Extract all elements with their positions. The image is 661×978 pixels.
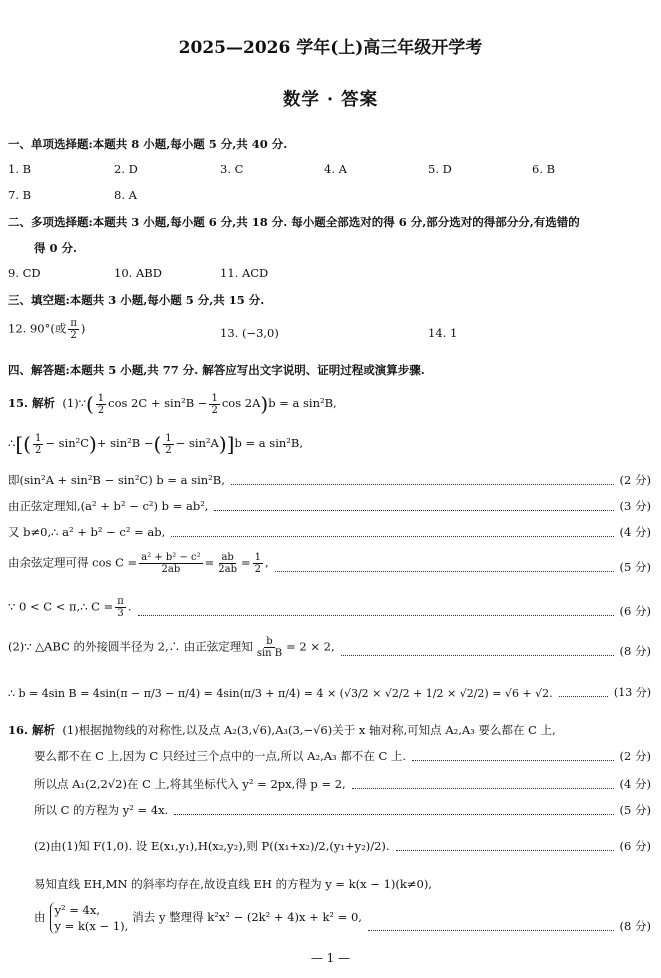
answer-11: 11. ACD	[220, 266, 269, 280]
score-badge: (2 分)	[619, 749, 651, 763]
page-number: — 1 —	[310, 951, 351, 965]
q16-line-1: 16. 解析 (1)根据抛物线的对称性,以及点 A₂(3,√6),A₃(3,−√6)关于 x 轴对称,可知点 A₂,A₃ 要么都在 C 上,	[8, 723, 556, 737]
answer-9: 9. CD	[8, 266, 41, 280]
score-badge: (8 分)	[619, 919, 651, 933]
section-heading-2: 二、多项选择题:本题共 3 小题,每小题 6 分,共 18 分. 每小题全部选对的得 6 分,部分选对的得部分分,有选错的	[8, 215, 580, 229]
q16-line-2: 要么都不在 C 上,因为 C 只经过三个点中的一点,所以 A₂,A₃ 都不在 C 上. (2 分)	[34, 749, 651, 763]
score-badge: (2 分)	[619, 473, 651, 487]
answer-8: 8. A	[114, 188, 137, 202]
equation-system: y² = 4x, y = k(x − 1),	[50, 902, 129, 934]
score-badge: (5 分)	[619, 560, 651, 574]
answer-14: 14. 1	[428, 326, 458, 340]
score-badge: (13 分)	[613, 686, 651, 699]
score-badge: (6 分)	[619, 839, 651, 853]
score-badge: (8 分)	[619, 644, 651, 658]
q16-line-5: (2)由(1)知 F(1,0). 设 E(x₁,y₁),H(x₂,y₂),则 P((x₁+x₂)/2,(y₁+y₂)/2). (6 分)	[34, 839, 651, 853]
answer-6: 6. B	[532, 162, 556, 176]
q16-line-6: 易知直线 EH,MN 的斜率均存在,故设直线 EH 的方程为 y = k(x − 1)(k≠0),	[34, 877, 432, 891]
q15-line-2: ∴[( $\frac{1}{2}$ − sin²C)+ sin²B −( $\frac{1}{2}$ − sin²A)]b = a sin²B,	[8, 432, 304, 456]
q15-line-1: 15. 解析 (1)∵( $\frac{1}{2}$ cos 2C + sin²B − $\frac{1}{2}$ cos 2A)b = a sin²B,	[8, 392, 337, 416]
answer-4: 4. A	[324, 162, 347, 176]
section-heading-1: 一、单项选择题:本题共 8 小题,每小题 5 分,共 40 分.	[8, 137, 288, 151]
q15-line-8: (2)∵ △ABC 的外接圆半径为 2,∴ 由正弦定理知 $\frac{b}{\text{sin B}}$ = 2 × 2, (8 分)	[8, 636, 651, 659]
score-badge: (4 分)	[619, 525, 651, 539]
answer-3: 3. C	[220, 162, 244, 176]
score-badge: (3 分)	[619, 499, 651, 513]
q15-line-3: 即(sin²A + sin²B − sin²C) b = a sin²B, (2 分)	[8, 473, 651, 487]
score-badge: (6 分)	[619, 604, 651, 618]
q16-line-3: 所以点 A₁(2,2√2)在 C 上,将其坐标代入 y² = 2px,得 p = 2, (4 分)	[34, 777, 651, 791]
answer-13: 13. (−3,0)	[220, 326, 279, 340]
page-subtitle: 数学 · 答案	[282, 90, 379, 110]
score-badge: (5 分)	[619, 803, 651, 817]
score-badge: (4 分)	[619, 777, 651, 791]
answer-7: 7. B	[8, 188, 32, 202]
answer-5: 5. D	[428, 162, 452, 176]
answer-10: 10. ABD	[114, 266, 162, 280]
q15-line-6: 由余弦定理可得 cos C = $\frac{\text{a² + b² − c²}}{2ab}$ = $\frac{ab}{2ab}$ = $\frac{1}{2}$ , (5 分)	[8, 552, 651, 575]
q15-line-4: 由正弦定理知,(a² + b² − c²) b = ab², (3 分)	[8, 499, 651, 513]
section-heading-4: 四、解答题:本题共 5 小题,共 77 分. 解答应写出文字说明、证明过程或演算步骤.	[8, 363, 425, 377]
q15-line-9: ∴ b = 4sin B = 4sin(π − π/3 − π/4) = 4sin(π/3 + π/4) = 4 × (√3/2 × √2/2 + 1/2 × √2/2) = √6 + √2. (13 分)	[8, 686, 651, 700]
page-title: 2025—2026 学年(上)高三年级开学考	[178, 38, 483, 58]
q15-line-5: 又 b≠0,∴ a² + b² − c² = ab, (4 分)	[8, 525, 651, 539]
q16-line-7: 由 y² = 4x, y = k(x − 1), 消去 y 整理得 k²x² − (2k² + 4)x + k² = 0, (8 分)	[34, 903, 651, 933]
answer-2: 2. D	[114, 162, 138, 176]
section-heading-2-cont: 得 0 分.	[34, 241, 78, 255]
q16-line-4: 所以 C 的方程为 y² = 4x. (5 分)	[34, 803, 651, 817]
q15-line-7: ∵ 0 < C < π,∴ C = $\frac{\pi}{3}$ . (6 分)	[8, 596, 651, 619]
answer-12: 12. 90°(或 $\frac{\pi}{2}$ )	[8, 318, 86, 341]
section-heading-3: 三、填空题:本题共 3 小题,每小题 5 分,共 15 分.	[8, 293, 265, 307]
answer-1: 1. B	[8, 162, 32, 176]
